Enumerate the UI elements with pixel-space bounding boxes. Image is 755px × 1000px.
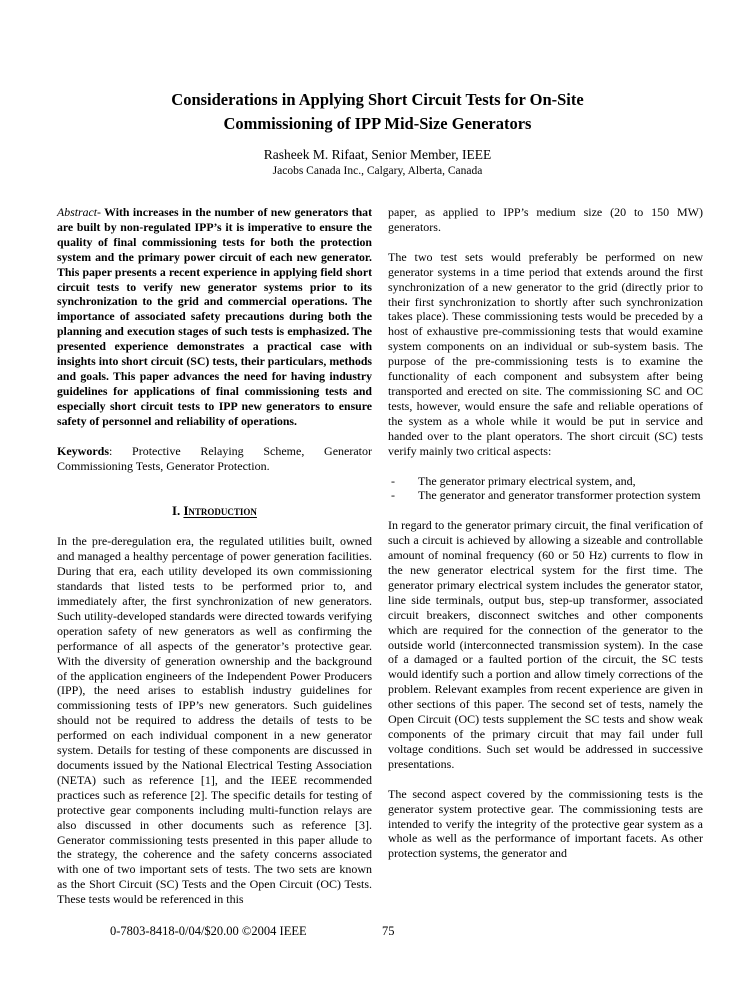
- right-paragraph-4: The second aspect covered by the commissioning tests is the generator system protective gear. The commissioning tests are intended to verify the integrity of the protective gear system as a whole as well as the performance of important facets. As other protection systems, the generator and: [388, 786, 703, 861]
- paper-header: [0, 0, 755, 178]
- dash-bullet-icon: -: [391, 488, 395, 503]
- list-item-text: The generator primary electrical system, and,: [418, 473, 636, 488]
- keywords-label: Keywords: [57, 443, 109, 458]
- paper-title: [0, 88, 755, 136]
- two-column-body: [0, 205, 755, 907]
- author-name: Rasheek M. Rifaat, Senior Member, IEEE: [263, 147, 492, 162]
- critical-aspects-list: [388, 474, 703, 504]
- introduction-paragraph: In the pre-deregulation era, the regulated utilities built, owned and managed a healthy percentage of power generation facilities. During that era, each utility developed its own commissioning standards that listed tests to be performed prior to, and immediately after, the first synchronization of new generators. Such utility-developed standards were directed towards verifying operation safety of new generators as well as confirming the performance of all aspects of the generator’s protective gear. With the diversity of generation ownership and the background of the application engineers of the Independent Power Producers (IPP), the need arises to establish industry guidelines for commissioning tests of IPP’s new generators. Such guidelines should not be required to address the details of tests to be performed on each individual component in a new generator system. Details for testing of these components are discussed in documents issued by the National Electrical Testing Association (NETA) such as reference [1], and the IEEE recommended practices such as reference [2]. The specific details for testing of protective gear components including multi-function relays are also discussed in other documents such as reference [3]. Generator commissioning tests presented in this paper allude to the strategy, the coherence and the safety concerns associated with one of two important sets of tests. The two sets are known as the Short Circuit (SC) Tests and the Open Circuit (OC) Tests. These tests would be referenced in this: [57, 534, 372, 907]
- left-column: [57, 205, 372, 907]
- list-item-text: The generator and generator transformer protection system: [418, 488, 701, 503]
- abstract-paragraph: [57, 205, 372, 429]
- section-heading-introduction: [57, 504, 372, 519]
- keywords-text: : Protective Relaying Scheme, Generator Commissioning Tests, Generator Protection.: [57, 443, 372, 473]
- copyright-notice: 0-7803-8418-0/04/$20.00 ©2004 IEEE: [110, 924, 307, 938]
- keywords-paragraph: [57, 444, 372, 474]
- list-item: [388, 488, 703, 503]
- right-paragraph-2: The two test sets would preferably be performed on new generator systems in a time period that extends around the first synchronization of a new generator to the grid (directly prior to their first synchronization to shortly after such synchronization takes place). These commissioning tests would be preceded by a host of exhaustive pre-commissioning tests that would examine system components on an individual or sub-system basis. The purpose of the pre-commissioning tests is to examine the functionality of each component and subsystem after being transported and erected on site. The commissioning SC and OC tests, however, would ensure the safe and reliable operations of the system as a whole while it would be put in service and handed over to the plant operators. The short circuit (SC) tests verify mainly two critical aspects:: [388, 249, 703, 458]
- section-title: Introduction: [183, 504, 257, 519]
- abstract-label: Abstract-: [57, 205, 101, 219]
- right-paragraph-1: paper, as applied to IPP’s medium size (20 to 150 MW) generators.: [388, 205, 703, 234]
- paper-title-line1: Considerations in Applying Short Circuit Tests for On-Site: [171, 90, 584, 109]
- abstract-text: With increases in the number of new generators that are built by non-regulated IPP’s it is imperative to ensure the quality of final commissioning tests for both the protection system and the primary power circuit of each new generator. This paper presents a recent experience in applying field short circuit tests to verify new generator systems prior to its synchronization to the grid and commercial operations. The importance of associated safety precautions during both the planning and execution stages of such tests is emphasized. The presented experience demonstrates a practical case with insights into short circuit (SC) tests, their particulars, methods and goals. This paper advances the need for having industry guidelines for applications of final commissioning tests and especially short circuit tests to IPP new generators to ensure safety of personnel and reliability of operations.: [57, 205, 372, 428]
- section-number: I.: [172, 504, 181, 519]
- author-affiliation: Jacobs Canada Inc., Calgary, Alberta, Canada: [272, 165, 483, 177]
- right-paragraph-3: In regard to the generator primary circuit, the final verification of such a circuit is achieved by allowing a sizeable and controllable amount of nominal frequency (60 or 50 Hz) currents to flow in the new generator electrical system for the first time. The generator primary electrical system includes the generator stator, line side terminals, output bus, step-up transformer, associated circuit breakers, disconnect switches and other components which are required for the connection of the generator to the outside world (interconnected transmission system). In the case of a damaged or a faulted portion of the circuit, the SC tests would identify such a portion and allow timely corrections of the problem. Relevant examples from recent experience are given in other sections of this paper. The second set of tests, namely the Open Circuit (OC) tests supplement the SC tests and show weak components of the primary circuit that may fail under full voltage conditions. Such set would be addressed in successive presentations.: [388, 518, 703, 771]
- list-item: [388, 474, 703, 489]
- dash-bullet-icon: -: [391, 473, 395, 488]
- paper-title-line2: Commissioning of IPP Mid-Size Generators: [223, 114, 532, 133]
- right-column: [388, 205, 703, 861]
- page-number: 75: [382, 924, 395, 938]
